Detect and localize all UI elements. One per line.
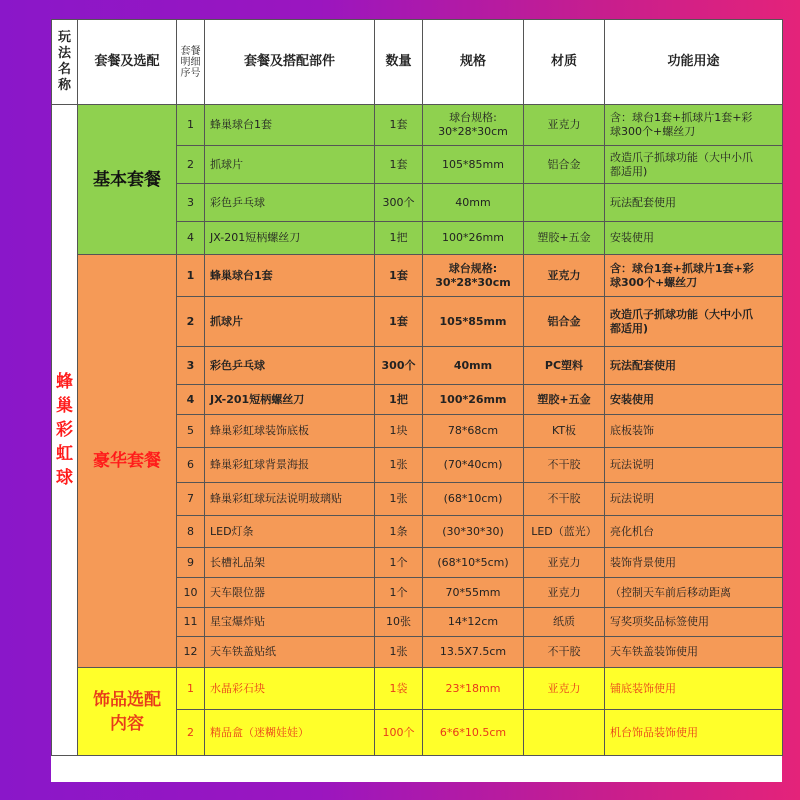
cell-text: 铺底装饰使用 — [610, 681, 676, 695]
cell-text: 装饰背景使用 — [610, 555, 676, 569]
cell-text: 105*85mm — [442, 157, 504, 171]
cell-material — [524, 516, 605, 548]
cell-function — [605, 516, 783, 548]
cell-seq — [177, 710, 205, 756]
cell-text: 亚克力 — [547, 585, 581, 599]
cell-text: 玩法说明 — [610, 458, 654, 471]
cell-qty — [375, 578, 423, 608]
cell-part — [205, 385, 375, 415]
cell-spec — [423, 184, 524, 222]
cell-seq — [177, 548, 205, 578]
cell-text: 13.5X7.5cm — [439, 645, 507, 658]
cell-material — [524, 483, 605, 516]
cell-text: 玩法配套使用 — [610, 195, 676, 209]
cell-seq — [177, 415, 205, 448]
cell-spec — [423, 548, 524, 578]
cell-text: 3 — [187, 195, 194, 209]
cell-function — [605, 255, 783, 297]
cell-text: 1张 — [389, 645, 408, 658]
cell-part — [205, 146, 375, 184]
cell-function — [605, 578, 783, 608]
cell-qty — [375, 637, 423, 668]
cell-seq — [177, 516, 205, 548]
cell-text: 蜂巢彩虹球装饰底板 — [210, 424, 309, 437]
group-basic: 基本套餐 — [78, 105, 177, 255]
header-parts: 套餐及搭配部件 — [205, 20, 375, 105]
cell-text: 10张 — [386, 615, 411, 628]
cell-text: 1个 — [389, 585, 408, 599]
cell-text: 塑胶+五金 — [537, 231, 591, 244]
cell-text: 亚克力 — [547, 555, 581, 569]
cell-text: 彩色乒乓球 — [210, 195, 265, 209]
cell-seq — [177, 184, 205, 222]
cell-text: 40mm — [455, 195, 491, 209]
cell-part — [205, 483, 375, 516]
cell-part — [205, 578, 375, 608]
play-name-char: 球 — [56, 468, 73, 488]
cell-material — [524, 448, 605, 483]
cell-part — [205, 297, 375, 347]
cell-text: 改造爪子抓球功能（大中小爪 — [610, 150, 753, 164]
cell-seq — [177, 347, 205, 385]
cell-material — [524, 548, 605, 578]
cell-text: 1 — [187, 681, 194, 695]
cell-part — [205, 710, 375, 756]
cell-spec — [423, 668, 524, 710]
header-qty: 数量 — [375, 20, 423, 105]
cell-text: 12 — [183, 645, 198, 658]
cell-qty — [375, 608, 423, 637]
cell-spec — [423, 637, 524, 668]
cell-text: 1把 — [389, 231, 408, 244]
cell-text: 1 — [186, 268, 195, 282]
cell-text: 球300个+螺丝刀 — [610, 275, 698, 289]
cell-qty — [375, 668, 423, 710]
cell-material — [524, 710, 605, 756]
cell-text: 玩法配套使用 — [610, 358, 676, 372]
cell-text: 水晶彩石块 — [210, 681, 265, 695]
cell-qty — [375, 385, 423, 415]
cell-text: 1袋 — [389, 681, 408, 695]
cell-material — [524, 608, 605, 637]
play-name-char: 巢 — [56, 396, 73, 416]
table-row — [52, 255, 783, 297]
cell-text: 30*28*30cm — [435, 275, 511, 289]
cell-text: 彩色乒乓球 — [210, 358, 265, 372]
cell-function — [605, 297, 783, 347]
cell-text: 底板装饰 — [610, 424, 654, 437]
cell-text: 1把 — [389, 392, 408, 406]
cell-part — [205, 347, 375, 385]
cell-function — [605, 637, 783, 668]
cell-text: 天车铁盖贴纸 — [210, 645, 276, 658]
cell-text: 2 — [187, 157, 194, 171]
cell-material — [524, 297, 605, 347]
cell-text: 1条 — [389, 524, 408, 538]
cell-qty — [375, 710, 423, 756]
cell-text: 亮化机台 — [610, 524, 654, 538]
cell-text: 玩法说明 — [610, 492, 654, 505]
cell-seq — [177, 637, 205, 668]
cell-spec — [423, 255, 524, 297]
group-deco — [78, 668, 177, 756]
cell-part — [205, 668, 375, 710]
cell-spec — [423, 297, 524, 347]
cell-text: 105*85mm — [439, 314, 507, 328]
cell-text: 写奖项奖品标签使用 — [610, 615, 709, 628]
cell-text: 含：球台1套+抓球片1套+彩 — [610, 111, 753, 124]
cell-function — [605, 668, 783, 710]
cell-seq — [177, 255, 205, 297]
cell-material — [524, 184, 605, 222]
spec-sheet — [51, 19, 782, 782]
cell-qty — [375, 347, 423, 385]
cell-text: 6 — [187, 458, 194, 471]
header-row — [52, 20, 783, 105]
cell-text: 7 — [187, 492, 194, 505]
cell-text: 蜂巢彩虹球玩法说明玻璃贴 — [210, 492, 342, 505]
cell-text: 亚克力 — [547, 681, 581, 695]
cell-qty — [375, 255, 423, 297]
cell-seq — [177, 448, 205, 483]
cell-text: 抓球片 — [210, 314, 243, 328]
cell-text: 4 — [187, 231, 194, 244]
cell-part — [205, 448, 375, 483]
cell-text: 100个 — [382, 725, 415, 739]
cell-text: 亚克力 — [547, 118, 581, 131]
cell-text: 纸质 — [553, 615, 575, 628]
cell-seq — [177, 105, 205, 146]
cell-text: 蜂巢球台1套 — [210, 268, 273, 282]
cell-text: 2 — [186, 314, 195, 328]
cell-text: 不干胶 — [547, 645, 581, 658]
cell-text: 40mm — [453, 358, 493, 372]
group-deco-line: 内容 — [110, 713, 144, 734]
cell-text: 球台规格: — [448, 261, 498, 275]
cell-spec — [423, 105, 524, 146]
cell-seq — [177, 608, 205, 637]
cell-material — [524, 222, 605, 255]
cell-text: 2 — [187, 725, 194, 739]
cell-material — [524, 578, 605, 608]
cell-spec — [423, 146, 524, 184]
cell-text: 11 — [183, 615, 198, 628]
cell-function — [605, 184, 783, 222]
cell-text: 300个 — [381, 358, 416, 372]
cell-text: 铝合金 — [547, 314, 581, 328]
cell-text: 300个 — [382, 195, 415, 209]
cell-text: (70*40cm) — [443, 458, 503, 471]
cell-text: JX-201短柄螺丝刀 — [210, 392, 305, 406]
cell-spec — [423, 710, 524, 756]
cell-text: 球台规格: — [449, 111, 497, 124]
cell-spec — [423, 448, 524, 483]
cell-text: 9 — [187, 555, 194, 569]
cell-text: （控制天车前后移动距离 — [610, 585, 731, 599]
cell-seq — [177, 385, 205, 415]
cell-material — [524, 146, 605, 184]
cell-part — [205, 184, 375, 222]
cell-part — [205, 222, 375, 255]
cell-text: 70*55mm — [445, 585, 501, 599]
cell-spec — [423, 578, 524, 608]
cell-part — [205, 255, 375, 297]
header-play: 玩法名称 — [52, 20, 78, 105]
cell-qty — [375, 105, 423, 146]
cell-text: 1张 — [389, 458, 408, 471]
cell-text: 不干胶 — [547, 492, 581, 505]
cell-text: 6*6*10.5cm — [439, 725, 507, 739]
cell-seq — [177, 146, 205, 184]
cell-material — [524, 668, 605, 710]
cell-seq — [177, 297, 205, 347]
cell-seq — [177, 578, 205, 608]
cell-qty — [375, 146, 423, 184]
cell-text: 1张 — [389, 492, 408, 505]
cell-qty — [375, 222, 423, 255]
cell-text: 3 — [186, 358, 195, 372]
cell-material — [524, 637, 605, 668]
play-name-cell — [52, 105, 78, 756]
cell-spec — [423, 385, 524, 415]
cell-text: 8 — [187, 524, 194, 538]
cell-function — [605, 483, 783, 516]
cell-text: 4 — [186, 392, 195, 406]
cell-text: 不干胶 — [547, 458, 581, 471]
cell-spec — [423, 608, 524, 637]
cell-text: 1套 — [389, 118, 408, 131]
cell-text: 100*26mm — [439, 392, 507, 406]
cell-text: 100*26mm — [442, 231, 504, 244]
cell-text: 23*18mm — [445, 681, 501, 695]
play-name-char: 虹 — [56, 444, 73, 464]
cell-qty — [375, 516, 423, 548]
cell-spec — [423, 415, 524, 448]
cell-text: 铝合金 — [547, 157, 581, 171]
cell-text: JX-201短柄螺丝刀 — [210, 231, 301, 244]
cell-spec — [423, 222, 524, 255]
cell-text: (30*30*30) — [442, 524, 504, 538]
play-name-char: 彩 — [56, 420, 73, 440]
group-luxury: 豪华套餐 — [78, 255, 177, 668]
group-deco-line: 饰品选配 — [93, 689, 161, 710]
cell-text: 78*68cm — [447, 424, 499, 437]
cell-part — [205, 516, 375, 548]
cell-function — [605, 105, 783, 146]
cell-spec — [423, 516, 524, 548]
cell-qty — [375, 184, 423, 222]
cell-text: 1套 — [389, 314, 408, 328]
table-row — [52, 668, 783, 710]
cell-text: 长槽礼品架 — [210, 555, 265, 569]
cell-text: 1 — [187, 118, 194, 131]
cell-text: 机台饰品装饰使用 — [610, 725, 698, 739]
cell-part — [205, 608, 375, 637]
cell-text: KT板 — [551, 424, 577, 437]
cell-text: 安装使用 — [610, 392, 654, 406]
package-table — [51, 19, 783, 756]
header-spec: 规格 — [423, 20, 524, 105]
cell-text: 亚克力 — [547, 268, 581, 282]
cell-function — [605, 146, 783, 184]
cell-text: 1套 — [389, 157, 408, 171]
cell-function — [605, 347, 783, 385]
cell-text: 抓球片 — [210, 157, 243, 171]
cell-qty — [375, 297, 423, 347]
cell-qty — [375, 483, 423, 516]
cell-text: 14*12cm — [447, 615, 499, 628]
cell-seq — [177, 483, 205, 516]
cell-function — [605, 548, 783, 578]
cell-spec — [423, 483, 524, 516]
header-material: 材质 — [524, 20, 605, 105]
cell-qty — [375, 448, 423, 483]
header-seq: 套餐明细序号 — [177, 20, 205, 105]
play-name-char: 蜂 — [56, 372, 73, 392]
cell-text: 天车限位器 — [210, 585, 265, 599]
cell-qty — [375, 548, 423, 578]
cell-text: 蜂巢球台1套 — [210, 118, 272, 131]
cell-text: LED（蓝光） — [531, 524, 597, 538]
cell-text: 安装使用 — [610, 231, 654, 244]
header-package: 套餐及选配 — [78, 20, 177, 105]
cell-text: 1套 — [389, 268, 408, 282]
cell-function — [605, 222, 783, 255]
table-row — [52, 105, 783, 146]
cell-part — [205, 105, 375, 146]
cell-text: 天车铁盖装饰使用 — [610, 645, 698, 658]
cell-function — [605, 710, 783, 756]
cell-material — [524, 105, 605, 146]
cell-text: LED灯条 — [210, 524, 254, 538]
cell-text: 5 — [187, 424, 194, 437]
cell-seq — [177, 668, 205, 710]
cell-text: (68*10cm) — [443, 492, 503, 505]
cell-function — [605, 385, 783, 415]
header-function: 功能用途 — [605, 20, 783, 105]
cell-spec — [423, 347, 524, 385]
cell-qty — [375, 415, 423, 448]
cell-part — [205, 637, 375, 668]
cell-text: 精品盒（迷糊娃娃） — [210, 725, 309, 739]
cell-function — [605, 448, 783, 483]
cell-part — [205, 415, 375, 448]
cell-text: 含：球台1套+抓球片1套+彩 — [610, 261, 754, 275]
cell-text: 蜂巢彩虹球背景海报 — [210, 458, 309, 471]
cell-material — [524, 255, 605, 297]
cell-function — [605, 415, 783, 448]
cell-material — [524, 347, 605, 385]
cell-function — [605, 608, 783, 637]
cell-part — [205, 548, 375, 578]
cell-text: 改造爪子抓球功能（大中小爪 — [610, 307, 753, 321]
cell-seq — [177, 222, 205, 255]
cell-text: (68*10*5cm) — [437, 555, 509, 569]
cell-text: PC塑料 — [544, 358, 584, 372]
cell-text: 都适用) — [610, 164, 648, 178]
cell-material — [524, 385, 605, 415]
cell-text: 1块 — [389, 424, 408, 437]
cell-material — [524, 415, 605, 448]
cell-text: 球300个+螺丝刀 — [610, 125, 696, 138]
cell-text: 星宝爆炸贴 — [210, 615, 265, 628]
cell-text: 塑胶+五金 — [537, 392, 591, 406]
cell-text: 1个 — [389, 555, 408, 569]
cell-text: 30*28*30cm — [438, 125, 508, 138]
cell-text: 10 — [183, 585, 198, 599]
cell-text: 都适用) — [610, 321, 649, 335]
